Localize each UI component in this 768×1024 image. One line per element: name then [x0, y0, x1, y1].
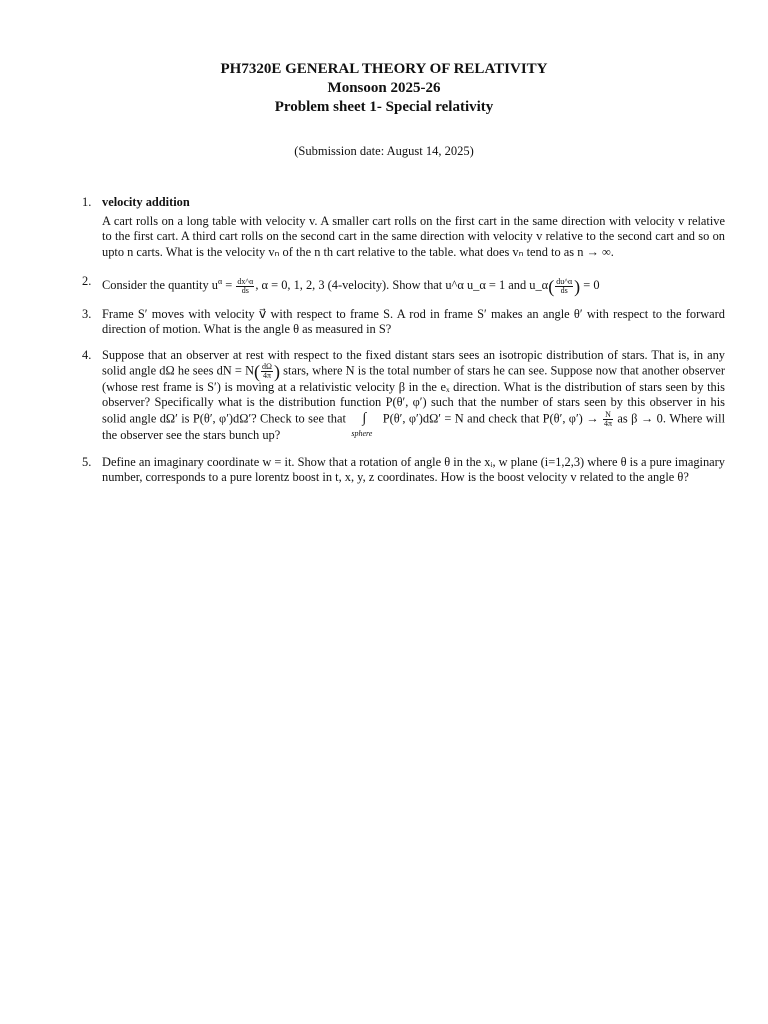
left-paren: (: [254, 361, 261, 382]
fraction-numerator: N: [603, 411, 613, 420]
fraction-numerator: dΩ: [262, 362, 272, 372]
fraction: [261, 363, 273, 380]
fraction-numerator: dx^α: [237, 276, 254, 286]
problem-1: [82, 195, 725, 260]
problem-number: 5.: [82, 454, 92, 469]
problem-text-b: =: [222, 277, 236, 292]
right-paren: ): [574, 276, 581, 297]
problem-2: [82, 274, 725, 295]
problem-4: [82, 348, 725, 443]
term-title: Monsoon 2025-26: [327, 80, 441, 96]
left-paren: (: [548, 276, 555, 297]
integral-sign: [349, 410, 379, 438]
problem-text-a: Consider the quantity u: [102, 277, 218, 292]
integral-limit: sphere: [351, 428, 373, 438]
fraction: [555, 278, 573, 295]
problem-number: 1.: [82, 195, 92, 209]
problem-text-d: as β → 0. Where will the observer see the stars bunch up?: [102, 410, 726, 442]
submission-date: (Submission date: August 14, 2025): [294, 144, 474, 158]
fraction-numerator: du^α: [556, 276, 573, 286]
problem-3: [82, 307, 725, 337]
problem-number: 4.: [82, 348, 92, 362]
problem-text-a: Suppose that an observer at rest with respect to the fixed distant stars sees an isotropic distribution of stars. That is, in any solid angle dΩ he sees dN = N: [102, 348, 725, 378]
problem-list: [82, 195, 725, 494]
title-block: [0, 60, 768, 117]
fraction: [236, 278, 254, 295]
problem-text-c: P(θ′, φ′)dΩ′ = N and check that P(θ′, φ′) →: [379, 410, 602, 425]
fraction-denominator: 4π: [603, 418, 613, 428]
problem-number: 2.: [82, 273, 92, 288]
problem-text: Define an imaginary coordinate w = it. Show that a rotation of angle θ in the xᵢ, w plane (i=1,2,3) where θ is a pure imaginary number, corresponds to a pure lorentz boost in t, x, y, z coordinates. How is the boost velocity v related to the angle θ?: [102, 454, 725, 485]
fraction-denominator: ds: [560, 285, 568, 295]
fraction-denominator: ds: [241, 285, 249, 295]
course-title: PH7320E GENERAL THEORY OF RELATIVITY: [220, 61, 548, 77]
fraction: [603, 411, 613, 428]
problem-heading: velocity addition: [102, 195, 190, 209]
problem-text: A cart rolls on a long table with velocity v. A smaller cart rolls on the first cart in the same direction with velocity v relative to the first cart. A third cart rolls on the second cart in the same direction with velocity v relative to the second cart and so on upto n carts. What is the velocity vₙ of the n th cart relative to the table. what does vₙ tend to as n → ∞.: [102, 214, 725, 259]
problem-text-c: , α = 0, 1, 2, 3 (4-velocity). Show that u^α u_α = 1 and u_α: [255, 277, 549, 292]
sheet-title: Problem sheet 1- Special relativity: [274, 99, 494, 115]
fraction-denominator: 4π: [263, 371, 272, 381]
problem-number: 3.: [82, 306, 92, 321]
problem-text-d: = 0: [580, 277, 600, 292]
problem-5: [82, 455, 725, 485]
right-paren: ): [274, 361, 280, 382]
integral-symbol: ∫: [362, 410, 367, 426]
problem-text-b: stars, where N is the total number of stars he can see. Suppose now that another observer (whose rest frame is S′) is moving at a relativistic velocity β in the eₓ direction. What is the distribution of stars seen by this observer? Specifically what is the distribution function P(θ′, φ′) such that the number of stars seen by this observer in his solid angle dΩ′ is P(θ′, φ′)dΩ′? Check to see that: [102, 363, 725, 425]
problem-text: Frame S′ moves with velocity v⃗ with respect to frame S. A rod in frame S′ makes an angle θ′ with respect to the forward direction of motion. What is the angle θ as measured in S?: [102, 306, 725, 336]
superscript: α: [217, 276, 223, 286]
